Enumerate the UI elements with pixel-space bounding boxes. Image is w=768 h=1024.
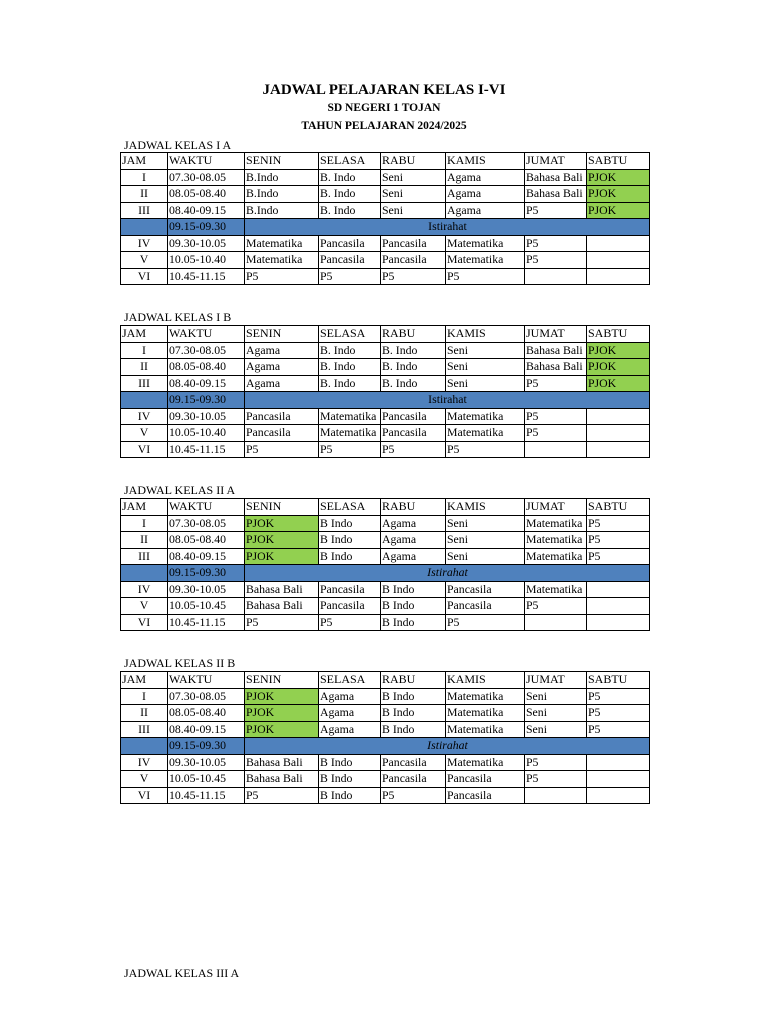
- table-row: [121, 375, 650, 392]
- cell-jumat: P5: [525, 598, 587, 615]
- column-header-senin: SENIN: [245, 499, 319, 516]
- break-row: [121, 392, 650, 409]
- cell-kamis: Pancasila: [446, 581, 525, 598]
- cell-jam: VI: [121, 441, 168, 458]
- table-row: [121, 186, 650, 203]
- cell-rabu: Agama: [381, 532, 446, 549]
- cell-jam: III: [121, 721, 168, 738]
- column-header-jam: JAM: [121, 672, 168, 689]
- table-row: [121, 441, 650, 458]
- cell-sabtu: PJOK: [587, 169, 650, 186]
- cell-jumat: P5: [525, 375, 587, 392]
- cell-senin: B.Indo: [245, 169, 319, 186]
- cell-jam: IV: [121, 235, 168, 252]
- cell-senin: PJOK: [245, 705, 319, 722]
- cell-jam: VI: [121, 614, 168, 631]
- cell-rabu: P5: [381, 268, 446, 285]
- cell-senin: Pancasila: [245, 408, 319, 425]
- cell-rabu: B Indo: [381, 705, 446, 722]
- schedule-table-jadwal-kelas-ii-a: [120, 498, 650, 631]
- column-header-waktu: WAKTU: [168, 153, 245, 170]
- cell-jumat: P5: [525, 754, 587, 771]
- cell-selasa: Pancasila: [319, 252, 381, 269]
- column-header-jam: JAM: [121, 153, 168, 170]
- cell-waktu: 08.40-09.15: [168, 721, 245, 738]
- column-header-waktu: WAKTU: [168, 499, 245, 516]
- section-label-jadwal-kelas-i-b: JADWAL KELAS I B: [124, 310, 232, 324]
- cell-sabtu: [587, 614, 650, 631]
- cell-jumat: Matematika: [525, 581, 587, 598]
- cell-waktu: 10.05-10.45: [168, 598, 245, 615]
- table-row: [121, 548, 650, 565]
- break-row: [121, 565, 650, 582]
- cell-senin: PJOK: [245, 515, 319, 532]
- cell-kamis: Seni: [446, 548, 525, 565]
- cell-selasa: Agama: [319, 688, 381, 705]
- cell-jam: IV: [121, 581, 168, 598]
- break-jam-cell: [121, 738, 168, 755]
- cell-waktu: 10.45-11.15: [168, 614, 245, 631]
- cell-rabu: Agama: [381, 548, 446, 565]
- table-row: [121, 614, 650, 631]
- break-jam-cell: [121, 219, 168, 236]
- cell-kamis: Matematika: [446, 721, 525, 738]
- column-header-jumat: JUMAT: [525, 153, 587, 170]
- cell-senin: Agama: [245, 359, 319, 376]
- cell-kamis: Matematika: [446, 754, 525, 771]
- cell-jumat: [525, 441, 587, 458]
- cell-selasa: Matematika: [319, 408, 381, 425]
- cell-rabu: B. Indo: [381, 359, 446, 376]
- cell-sabtu: [587, 268, 650, 285]
- cell-jam: V: [121, 252, 168, 269]
- cell-waktu: 10.05-10.45: [168, 771, 245, 788]
- column-header-sabtu: SABTU: [587, 499, 650, 516]
- cell-sabtu: [587, 581, 650, 598]
- cell-senin: Bahasa Bali: [245, 754, 319, 771]
- cell-waktu: 07.30-08.05: [168, 169, 245, 186]
- break-label: Istirahat: [245, 738, 650, 755]
- cell-kamis: Matematika: [446, 705, 525, 722]
- cell-selasa: B Indo: [319, 787, 381, 804]
- cell-kamis: Agama: [446, 202, 525, 219]
- cell-jam: I: [121, 515, 168, 532]
- cell-senin: Pancasila: [245, 425, 319, 442]
- cell-sabtu: PJOK: [587, 359, 650, 376]
- cell-jumat: Bahasa Bali: [525, 342, 587, 359]
- column-header-waktu: WAKTU: [168, 672, 245, 689]
- cell-waktu: 08.40-09.15: [168, 375, 245, 392]
- cell-jam: I: [121, 342, 168, 359]
- section-label-jadwal-kelas-ii-b: JADWAL KELAS II B: [124, 656, 236, 670]
- section-label-jadwal-kelas-i-a: JADWAL KELAS I A: [124, 138, 232, 152]
- cell-rabu: Pancasila: [381, 771, 446, 788]
- column-header-rabu: RABU: [381, 326, 446, 343]
- cell-jumat: P5: [525, 408, 587, 425]
- column-header-sabtu: SABTU: [587, 672, 650, 689]
- cell-jumat: [525, 787, 587, 804]
- cell-jumat: Matematika: [525, 515, 587, 532]
- cell-sabtu: [587, 771, 650, 788]
- cell-jam: IV: [121, 408, 168, 425]
- cell-kamis: P5: [446, 268, 525, 285]
- column-header-jam: JAM: [121, 326, 168, 343]
- table-row: [121, 359, 650, 376]
- cell-selasa: Pancasila: [319, 235, 381, 252]
- cell-sabtu: [587, 235, 650, 252]
- cell-selasa: B. Indo: [319, 342, 381, 359]
- cell-jumat: Seni: [525, 721, 587, 738]
- cell-selasa: B. Indo: [319, 186, 381, 203]
- column-header-jam: JAM: [121, 499, 168, 516]
- break-time: 09.15-09.30: [168, 219, 245, 236]
- cell-rabu: Pancasila: [381, 408, 446, 425]
- table-row: [121, 235, 650, 252]
- break-time: 09.15-09.30: [168, 565, 245, 582]
- cell-sabtu: P5: [587, 721, 650, 738]
- table-row: [121, 515, 650, 532]
- column-header-senin: SENIN: [245, 672, 319, 689]
- cell-rabu: B Indo: [381, 721, 446, 738]
- cell-senin: Matematika: [245, 252, 319, 269]
- table-row: [121, 771, 650, 788]
- cell-jam: V: [121, 771, 168, 788]
- column-header-kamis: KAMIS: [446, 499, 525, 516]
- column-header-selasa: SELASA: [319, 499, 381, 516]
- cell-jam: V: [121, 598, 168, 615]
- column-header-selasa: SELASA: [319, 326, 381, 343]
- cell-rabu: B Indo: [381, 614, 446, 631]
- cell-kamis: Seni: [446, 515, 525, 532]
- cell-rabu: Pancasila: [381, 425, 446, 442]
- cell-selasa: P5: [319, 441, 381, 458]
- cell-jam: II: [121, 532, 168, 549]
- cell-jam: II: [121, 705, 168, 722]
- cell-selasa: Agama: [319, 721, 381, 738]
- cell-selasa: B Indo: [319, 515, 381, 532]
- table-row: [121, 721, 650, 738]
- school-name: SD NEGERI 1 TOJAN: [327, 102, 441, 114]
- page-title: JADWAL PELAJARAN KELAS I-VI: [262, 82, 506, 98]
- cell-waktu: 08.40-09.15: [168, 202, 245, 219]
- cell-jumat: P5: [525, 235, 587, 252]
- cell-senin: PJOK: [245, 721, 319, 738]
- cell-kamis: Matematika: [446, 688, 525, 705]
- cell-jumat: Bahasa Bali: [525, 359, 587, 376]
- table-row: [121, 598, 650, 615]
- cell-waktu: 07.30-08.05: [168, 688, 245, 705]
- table-row: [121, 408, 650, 425]
- cell-jam: I: [121, 688, 168, 705]
- cell-jumat: P5: [525, 771, 587, 788]
- cell-sabtu: P5: [587, 705, 650, 722]
- column-header-senin: SENIN: [245, 326, 319, 343]
- cell-sabtu: PJOK: [587, 342, 650, 359]
- cell-jumat: Bahasa Bali: [525, 186, 587, 203]
- cell-waktu: 09.30-10.05: [168, 235, 245, 252]
- column-header-jumat: JUMAT: [525, 499, 587, 516]
- cell-sabtu: [587, 425, 650, 442]
- cell-waktu: 08.05-08.40: [168, 359, 245, 376]
- cell-kamis: Matematika: [446, 425, 525, 442]
- column-header-kamis: KAMIS: [446, 326, 525, 343]
- column-header-kamis: KAMIS: [446, 153, 525, 170]
- cell-selasa: Matematika: [319, 425, 381, 442]
- break-jam-cell: [121, 565, 168, 582]
- break-row: [121, 738, 650, 755]
- cell-waktu: 08.05-08.40: [168, 186, 245, 203]
- cell-kamis: Pancasila: [446, 771, 525, 788]
- cell-rabu: B. Indo: [381, 342, 446, 359]
- cell-kamis: Seni: [446, 532, 525, 549]
- break-label: Istirahat: [245, 392, 650, 409]
- cell-senin: B.Indo: [245, 186, 319, 203]
- break-row: [121, 219, 650, 236]
- column-header-waktu: WAKTU: [168, 326, 245, 343]
- column-header-sabtu: SABTU: [587, 153, 650, 170]
- cell-jumat: P5: [525, 252, 587, 269]
- column-header-senin: SENIN: [245, 153, 319, 170]
- cell-jam: IV: [121, 754, 168, 771]
- cell-senin: Bahasa Bali: [245, 598, 319, 615]
- column-header-sabtu: SABTU: [587, 326, 650, 343]
- schedule-table-jadwal-kelas-i-a: [120, 152, 650, 285]
- cell-senin: PJOK: [245, 688, 319, 705]
- cell-selasa: Agama: [319, 705, 381, 722]
- table-header-row: [121, 499, 650, 516]
- column-header-jumat: JUMAT: [525, 326, 587, 343]
- cell-rabu: Pancasila: [381, 235, 446, 252]
- cell-rabu: Pancasila: [381, 252, 446, 269]
- cell-kamis: Seni: [446, 359, 525, 376]
- cell-kamis: Pancasila: [446, 598, 525, 615]
- cell-kamis: Matematika: [446, 235, 525, 252]
- column-header-jumat: JUMAT: [525, 672, 587, 689]
- cell-senin: Bahasa Bali: [245, 581, 319, 598]
- table-header-row: [121, 153, 650, 170]
- break-label: Istirahat: [245, 219, 650, 236]
- table-row: [121, 169, 650, 186]
- table-header-row: [121, 672, 650, 689]
- cell-rabu: Agama: [381, 515, 446, 532]
- break-time: 09.15-09.30: [168, 738, 245, 755]
- cell-sabtu: [587, 787, 650, 804]
- schedule-table-jadwal-kelas-i-b: [120, 325, 650, 458]
- table-row: [121, 787, 650, 804]
- cell-selasa: B. Indo: [319, 359, 381, 376]
- cell-waktu: 08.05-08.40: [168, 532, 245, 549]
- cell-kamis: Pancasila: [446, 787, 525, 804]
- table-row: [121, 425, 650, 442]
- cell-selasa: B. Indo: [319, 169, 381, 186]
- table-row: [121, 342, 650, 359]
- cell-kamis: Matematika: [446, 252, 525, 269]
- break-label: Istirahat: [245, 565, 650, 582]
- cell-jam: VI: [121, 268, 168, 285]
- cell-kamis: Agama: [446, 186, 525, 203]
- cell-jumat: [525, 614, 587, 631]
- cell-senin: P5: [245, 268, 319, 285]
- table-row: [121, 252, 650, 269]
- column-header-rabu: RABU: [381, 672, 446, 689]
- cell-selasa: Pancasila: [319, 598, 381, 615]
- cell-sabtu: [587, 252, 650, 269]
- cell-waktu: 07.30-08.05: [168, 515, 245, 532]
- cell-sabtu: PJOK: [587, 186, 650, 203]
- cell-senin: Agama: [245, 342, 319, 359]
- cell-kamis: Matematika: [446, 408, 525, 425]
- column-header-kamis: KAMIS: [446, 672, 525, 689]
- column-header-rabu: RABU: [381, 499, 446, 516]
- cell-jam: I: [121, 169, 168, 186]
- cell-jumat: Seni: [525, 688, 587, 705]
- cell-selasa: B Indo: [319, 771, 381, 788]
- cell-selasa: P5: [319, 614, 381, 631]
- cell-sabtu: [587, 598, 650, 615]
- cell-jam: II: [121, 359, 168, 376]
- cell-senin: P5: [245, 441, 319, 458]
- cell-waktu: 08.40-09.15: [168, 548, 245, 565]
- table-row: [121, 581, 650, 598]
- cell-rabu: Seni: [381, 169, 446, 186]
- cell-waktu: 09.30-10.05: [168, 754, 245, 771]
- cell-selasa: B. Indo: [319, 375, 381, 392]
- cell-waktu: 10.45-11.15: [168, 441, 245, 458]
- cell-rabu: B Indo: [381, 688, 446, 705]
- cell-rabu: P5: [381, 787, 446, 804]
- cell-senin: PJOK: [245, 532, 319, 549]
- cell-selasa: P5: [319, 268, 381, 285]
- cell-kamis: Seni: [446, 342, 525, 359]
- cell-jam: II: [121, 186, 168, 203]
- cell-rabu: Seni: [381, 186, 446, 203]
- cell-jumat: Bahasa Bali: [525, 169, 587, 186]
- cell-jumat: Seni: [525, 705, 587, 722]
- cell-kamis: Agama: [446, 169, 525, 186]
- cell-senin: Bahasa Bali: [245, 771, 319, 788]
- cell-waktu: 10.45-11.15: [168, 268, 245, 285]
- cell-jam: III: [121, 375, 168, 392]
- cell-senin: P5: [245, 614, 319, 631]
- cell-waktu: 09.30-10.05: [168, 408, 245, 425]
- cell-jumat: Matematika: [525, 548, 587, 565]
- cell-sabtu: PJOK: [587, 375, 650, 392]
- cell-waktu: 10.05-10.40: [168, 425, 245, 442]
- table-row: [121, 754, 650, 771]
- cell-jam: III: [121, 548, 168, 565]
- cell-waktu: 10.05-10.40: [168, 252, 245, 269]
- schedule-table-jadwal-kelas-ii-b: [120, 671, 650, 804]
- cell-rabu: Pancasila: [381, 754, 446, 771]
- cell-jumat: [525, 268, 587, 285]
- column-header-selasa: SELASA: [319, 672, 381, 689]
- cell-sabtu: P5: [587, 688, 650, 705]
- table-header-row: [121, 326, 650, 343]
- cell-kamis: Seni: [446, 375, 525, 392]
- table-row: [121, 688, 650, 705]
- cell-senin: B.Indo: [245, 202, 319, 219]
- cell-waktu: 07.30-08.05: [168, 342, 245, 359]
- cell-selasa: B. Indo: [319, 202, 381, 219]
- cell-sabtu: P5: [587, 548, 650, 565]
- cell-senin: Agama: [245, 375, 319, 392]
- cell-selasa: B Indo: [319, 548, 381, 565]
- cell-jumat: P5: [525, 202, 587, 219]
- table-row: [121, 532, 650, 549]
- cell-senin: Matematika: [245, 235, 319, 252]
- break-jam-cell: [121, 392, 168, 409]
- table-row: [121, 268, 650, 285]
- cell-jam: V: [121, 425, 168, 442]
- cell-jam: VI: [121, 787, 168, 804]
- cell-selasa: B Indo: [319, 532, 381, 549]
- cell-selasa: Pancasila: [319, 581, 381, 598]
- cell-sabtu: P5: [587, 532, 650, 549]
- table-row: [121, 705, 650, 722]
- column-header-selasa: SELASA: [319, 153, 381, 170]
- cell-waktu: 08.05-08.40: [168, 705, 245, 722]
- cell-sabtu: P5: [587, 515, 650, 532]
- cell-sabtu: [587, 754, 650, 771]
- cell-sabtu: PJOK: [587, 202, 650, 219]
- cell-rabu: B. Indo: [381, 375, 446, 392]
- cell-kamis: P5: [446, 614, 525, 631]
- cell-rabu: Seni: [381, 202, 446, 219]
- cell-jam: III: [121, 202, 168, 219]
- cell-jumat: Matematika: [525, 532, 587, 549]
- section-label-jadwal-kelas-ii-a: JADWAL KELAS II A: [124, 483, 236, 497]
- cell-kamis: P5: [446, 441, 525, 458]
- cell-rabu: B Indo: [381, 581, 446, 598]
- table-row: [121, 202, 650, 219]
- cell-rabu: P5: [381, 441, 446, 458]
- next-section-label: JADWAL KELAS III A: [124, 966, 240, 980]
- cell-senin: PJOK: [245, 548, 319, 565]
- cell-sabtu: [587, 408, 650, 425]
- cell-jumat: P5: [525, 425, 587, 442]
- cell-selasa: B Indo: [319, 754, 381, 771]
- cell-waktu: 10.45-11.15: [168, 787, 245, 804]
- cell-rabu: B Indo: [381, 598, 446, 615]
- cell-waktu: 09.30-10.05: [168, 581, 245, 598]
- cell-sabtu: [587, 441, 650, 458]
- break-time: 09.15-09.30: [168, 392, 245, 409]
- column-header-rabu: RABU: [381, 153, 446, 170]
- cell-senin: P5: [245, 787, 319, 804]
- academic-year: TAHUN PELAJARAN 2024/2025: [301, 120, 467, 132]
